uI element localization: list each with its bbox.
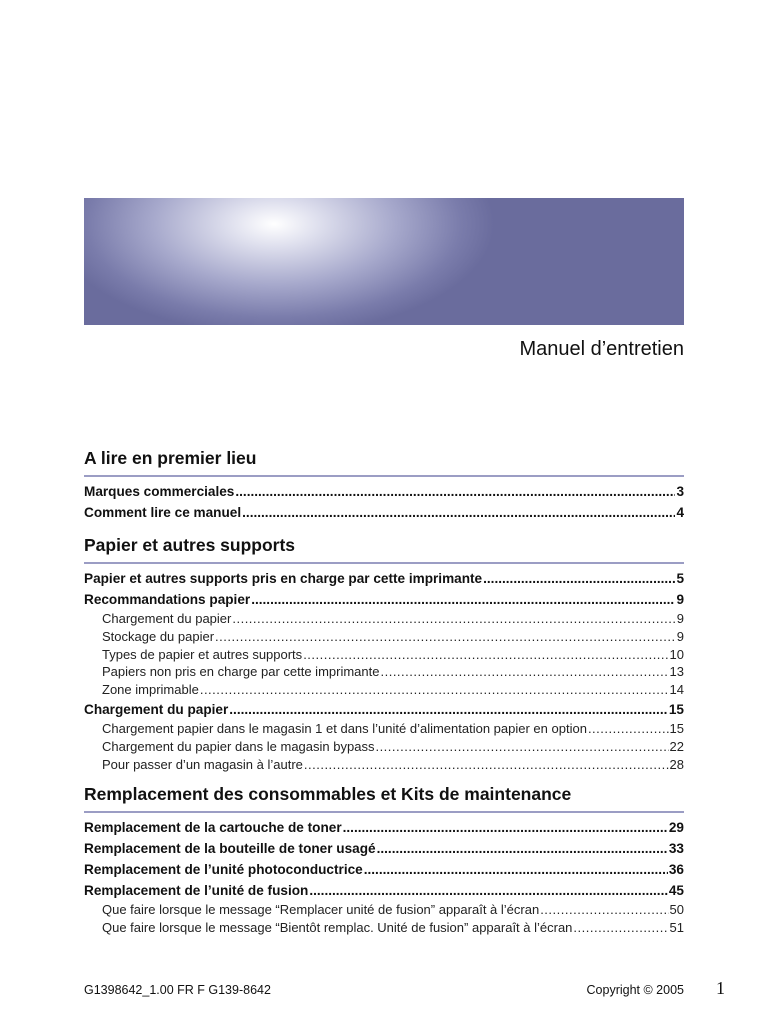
toc-subentry[interactable] (84, 919, 684, 937)
toc-entry-page: 50 (669, 902, 684, 917)
toc-entry-title: Zone imprimable (102, 682, 199, 698)
toc-leader (540, 901, 668, 919)
toc-leader (304, 756, 669, 774)
toc-leader (242, 502, 675, 523)
section-heading-paper: Papier et autres supports (84, 535, 684, 564)
toc-entry[interactable] (84, 481, 684, 502)
section-heading-consumables: Remplacement des consommables et Kits de maintenance (84, 784, 684, 813)
section-heading-first-read: A lire en premier lieu (84, 448, 684, 477)
toc-leader (375, 738, 668, 756)
toc-list-paper (84, 568, 684, 773)
toc-subentry[interactable] (84, 663, 684, 681)
toc-leader (232, 610, 675, 628)
toc-leader (377, 838, 668, 859)
toc-entry-page: 13 (669, 664, 684, 680)
toc-entry-title: Papier et autres supports pris en charge par cette imprimante (84, 571, 483, 586)
toc-entry-title: Types de papier et autres supports (102, 646, 303, 662)
toc-entry[interactable] (84, 817, 684, 838)
toc-entry-title: Marques commerciales (84, 484, 235, 499)
toc-entry-title: Remplacement de la cartouche de toner (84, 820, 342, 835)
toc-list-consumables (84, 817, 684, 937)
toc-leader (588, 720, 669, 738)
toc-entry-title: Remplacement de l’unité de fusion (84, 883, 309, 898)
toc-leader (303, 646, 668, 664)
footer-copyright: Copyright © 2005 (586, 983, 684, 997)
toc-leader (251, 589, 675, 610)
toc-leader (309, 880, 668, 901)
toc-entry-title: Pour passer d’un magasin à l’autre (102, 756, 303, 772)
toc-entry-page: 14 (669, 682, 684, 698)
toc-subentry[interactable] (84, 738, 684, 756)
toc-leader (364, 859, 668, 880)
toc-entry-page: 36 (668, 862, 684, 877)
toc-entry[interactable] (84, 568, 684, 589)
toc-entry[interactable] (84, 699, 684, 720)
toc-entry-page: 9 (676, 611, 684, 626)
toc-subentry[interactable] (84, 681, 684, 699)
toc-entry-title: Chargement papier dans le magasin 1 et dans l’unité d’alimentation papier en option (102, 720, 587, 736)
toc-entry-title: Papiers non pris en charge par cette imprimante (102, 664, 380, 680)
toc-entry[interactable] (84, 502, 684, 523)
toc-entry-page: 29 (668, 820, 684, 835)
toc-entry-page: 45 (668, 883, 684, 898)
toc-leader (200, 681, 669, 699)
toc-entry-page: 15 (669, 720, 684, 736)
toc-entry-page: 4 (676, 505, 684, 520)
toc-entry[interactable] (84, 838, 684, 859)
toc-entry-title: Chargement du papier (102, 611, 232, 626)
toc-list-first-read (84, 481, 684, 523)
toc-entry-title: Stockage du papier (102, 628, 215, 644)
toc-entry-page: 9 (676, 592, 684, 607)
toc-subentry[interactable] (84, 901, 684, 919)
toc-leader (215, 628, 676, 646)
toc-entry-title: Recommandations papier (84, 592, 251, 607)
toc-entry-page: 15 (668, 701, 684, 717)
toc-entry-title: Remplacement de la bouteille de toner usagé (84, 841, 376, 856)
toc-entry-page: 10 (669, 646, 684, 662)
toc-entry-page: 22 (669, 738, 684, 754)
toc-entry-page: 51 (669, 919, 684, 935)
toc-subentry[interactable] (84, 628, 684, 646)
document-title: Manuel d’entretien (519, 338, 684, 360)
toc-entry-title: Comment lire ce manuel (84, 505, 242, 520)
toc-subentry[interactable] (84, 756, 684, 774)
toc-entry-page: 3 (676, 484, 684, 499)
toc-entry-page: 5 (676, 571, 684, 586)
toc-entry-title: Chargement du papier dans le magasin bypass (102, 738, 375, 754)
toc-leader (343, 817, 668, 838)
toc-leader (229, 699, 668, 720)
footer-document-code: G1398642_1.00 FR F G139-8642 (84, 983, 271, 997)
toc-entry-title: Remplacement de l’unité photoconductrice (84, 862, 363, 877)
toc-entry-page: 28 (669, 756, 684, 772)
toc-subentry[interactable] (84, 720, 684, 738)
toc-leader (573, 919, 668, 937)
toc-entry[interactable] (84, 859, 684, 880)
toc-entry-title: Chargement du papier (84, 701, 229, 717)
toc-leader (380, 663, 668, 681)
toc-entry-page: 33 (668, 841, 684, 856)
toc-leader (235, 481, 675, 502)
toc-entry-title: Que faire lorsque le message “Remplacer unité de fusion” apparaît à l’écran (102, 902, 540, 917)
toc-entry-title: Que faire lorsque le message “Bientôt remplac. Unité de fusion” apparaît à l’écran (102, 919, 573, 935)
page-number: 1 (716, 978, 725, 998)
toc-subentry[interactable] (84, 646, 684, 664)
toc-entry[interactable] (84, 880, 684, 901)
header-banner (84, 198, 684, 325)
toc-entry[interactable] (84, 589, 684, 610)
toc-entry-page: 9 (676, 628, 684, 644)
toc-subentry[interactable] (84, 610, 684, 628)
toc-leader (483, 568, 675, 589)
